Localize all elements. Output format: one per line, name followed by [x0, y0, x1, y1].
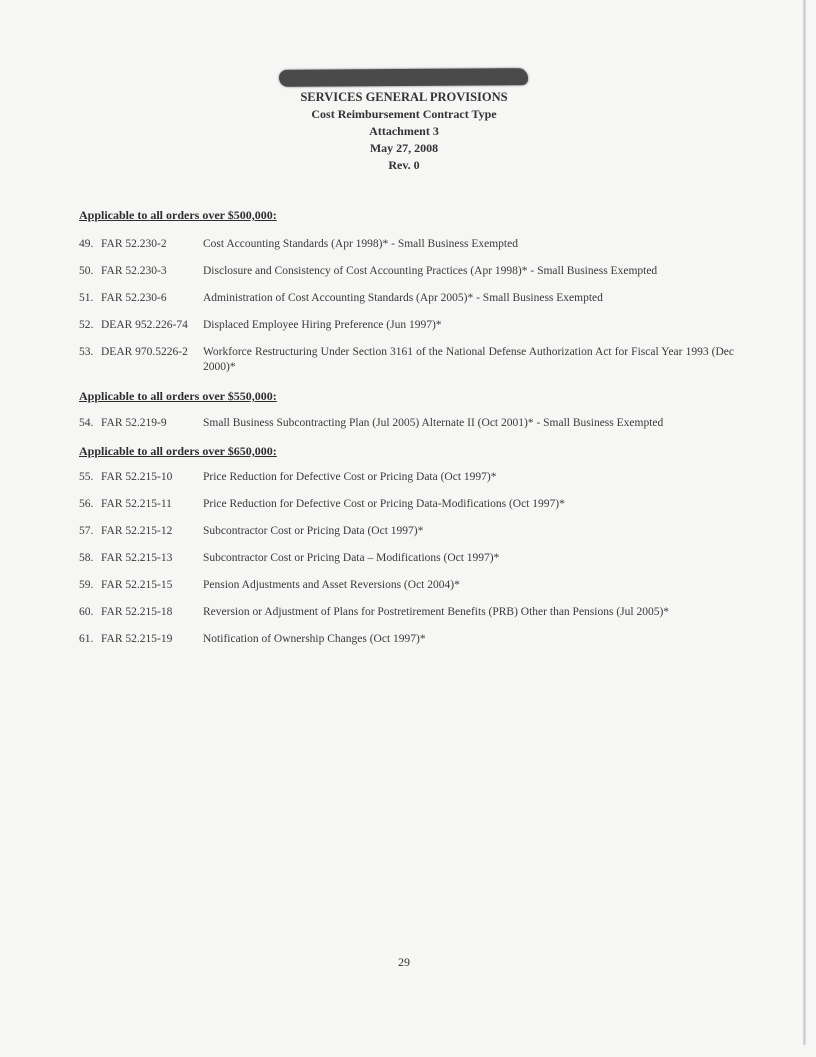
clause-number: 55.: [79, 471, 94, 483]
clause-description: Cost Accounting Standards (Apr 1998)* - Small Business Exempted: [203, 238, 518, 250]
clause-reference: FAR 52.219-9: [101, 417, 167, 429]
clause-number: 54.: [79, 417, 94, 429]
clause-item: [79, 345, 734, 375]
clause-reference: DEAR 952.226-74: [101, 319, 188, 331]
clause-description: Price Reduction for Defective Cost or Pricing Data (Oct 1997)*: [203, 471, 497, 483]
clause-reference: FAR 52.230-2: [101, 238, 167, 250]
clause-number: 52.: [79, 319, 94, 331]
clause-description: Pension Adjustments and Asset Reversions (Oct 2004)*: [203, 579, 460, 591]
clause-number: 58.: [79, 552, 94, 564]
document-header: [0, 89, 808, 174]
clause-reference: FAR 52.215-19: [101, 633, 173, 645]
document-subtitle: Cost Reimbursement Contract Type: [311, 107, 497, 121]
section-heading: Applicable to all orders over $550,000:: [79, 389, 277, 403]
section-heading: Applicable to all orders over $650,000:: [79, 444, 277, 458]
clause-item: [79, 318, 734, 333]
clause-reference: FAR 52.230-6: [101, 292, 167, 304]
clause-reference: FAR 52.215-12: [101, 525, 173, 537]
clause-description: Reversion or Adjustment of Plans for Postretirement Benefits (PRB) Other than Pensions (Jul 2005)*: [203, 606, 670, 618]
clause-item: [79, 264, 734, 279]
clause-description: Disclosure and Consistency of Cost Accounting Practices (Apr 1998)* - Small Business Exempted: [203, 265, 658, 277]
clause-reference: FAR 52.215-18: [101, 606, 173, 618]
clause-description: Workforce Restructuring Under Section 3161 of the National Defense Authorization Act for Fiscal Year 1993 (Dec 2000)*: [203, 346, 734, 373]
clause-number: 56.: [79, 498, 94, 510]
clause-number: 59.: [79, 579, 94, 591]
clause-item: [79, 605, 734, 620]
clause-description: Subcontractor Cost or Pricing Data (Oct 1997)*: [203, 525, 424, 537]
clause-reference: FAR 52.215-10: [101, 471, 173, 483]
redaction-mark: [279, 68, 528, 87]
document-date: May 27, 2008: [369, 141, 439, 155]
clause-description: Small Business Subcontracting Plan (Jul 2005) Alternate II (Oct 2001)* - Small Business Exempted: [203, 417, 664, 429]
clause-item: [79, 578, 734, 593]
clause-number: 53.: [79, 346, 94, 358]
clause-number: 57.: [79, 525, 94, 537]
clause-number: 60.: [79, 606, 94, 618]
page-number: 29: [398, 955, 410, 969]
clause-item: [79, 291, 734, 306]
clause-item: [79, 237, 734, 252]
clause-description: Displaced Employee Hiring Preference (Jun 1997)*: [203, 319, 442, 331]
clause-item: [79, 524, 734, 539]
clause-description: Administration of Cost Accounting Standards (Apr 2005)* - Small Business Exempted: [203, 292, 603, 304]
clause-description: Notification of Ownership Changes (Oct 1997)*: [203, 633, 426, 645]
revision-label: Rev. 0: [388, 158, 420, 172]
clause-item: [79, 632, 734, 647]
clause-description: Subcontractor Cost or Pricing Data – Modifications (Oct 1997)*: [203, 552, 500, 564]
clause-item: [79, 470, 734, 485]
clause-item: [79, 497, 734, 512]
attachment-label: Attachment 3: [369, 124, 439, 138]
clause-reference: FAR 52.215-13: [101, 552, 173, 564]
clause-number: 51.: [79, 292, 94, 304]
clause-number: 49.: [79, 238, 94, 250]
clause-number: 61.: [79, 633, 94, 645]
clause-reference: DEAR 970.5226-2: [101, 346, 188, 358]
section-heading: Applicable to all orders over $500,000:: [79, 208, 277, 222]
clause-reference: FAR 52.215-11: [101, 498, 172, 510]
clause-description: Price Reduction for Defective Cost or Pricing Data-Modifications (Oct 1997)*: [203, 498, 565, 510]
clause-reference: FAR 52.215-15: [101, 579, 173, 591]
clause-number: 50.: [79, 265, 94, 277]
document-title: SERVICES GENERAL PROVISIONS: [300, 90, 508, 104]
clause-item: [79, 416, 734, 431]
clause-item: [79, 551, 734, 566]
clause-reference: FAR 52.230-3: [101, 265, 167, 277]
